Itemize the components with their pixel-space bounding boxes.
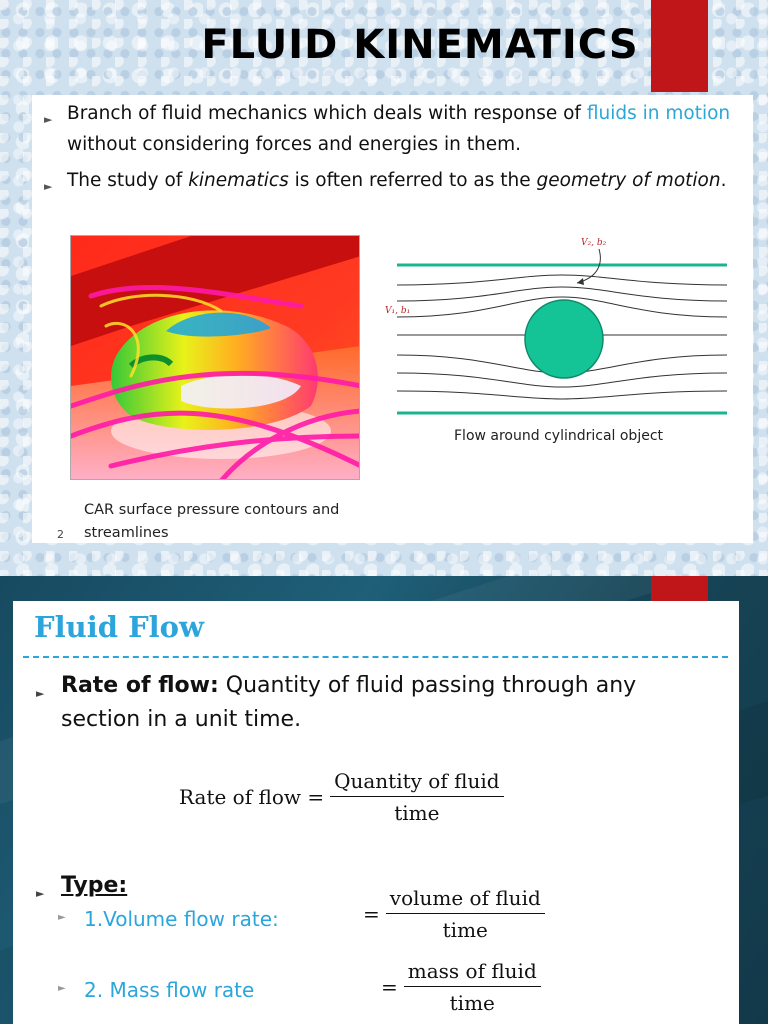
numerator: volume of fluid bbox=[386, 886, 545, 914]
sub-bullet-label: 1.Volume flow rate: bbox=[84, 907, 279, 931]
equals-sign: = bbox=[363, 902, 380, 926]
sub-bullet-volume-flow-rate bbox=[58, 907, 279, 931]
streamlines-diagram bbox=[377, 235, 737, 455]
bullet-arrow-icon: ► bbox=[58, 912, 66, 923]
fraction bbox=[330, 769, 503, 825]
highlight-text: fluids in motion bbox=[586, 103, 731, 124]
bullet-branch-definition bbox=[44, 98, 734, 160]
bullet-text: The study of bbox=[67, 170, 189, 191]
cylinder-flow-figure bbox=[377, 235, 737, 455]
bullet-type bbox=[36, 869, 127, 903]
emphasis-text: geometry of motion bbox=[536, 170, 721, 191]
bullet-text: Quantity of fluid passing through any section in a unit time. bbox=[61, 673, 637, 732]
bullet-kinematics-geometry bbox=[44, 165, 734, 196]
slide-number: 2 bbox=[57, 528, 64, 541]
label-v1-b1: V₁, b₁ bbox=[385, 306, 411, 316]
accent-bar bbox=[651, 576, 708, 602]
numerator: mass of fluid bbox=[404, 959, 541, 987]
numerator: Quantity of fluid bbox=[330, 769, 503, 797]
bullet-text: is often referred to as the bbox=[288, 170, 537, 191]
slide-fluid-flow bbox=[0, 576, 768, 1024]
car-caption: CAR surface pressure contours and streamlines bbox=[84, 502, 340, 541]
denominator: time bbox=[449, 991, 495, 1015]
fraction bbox=[386, 886, 545, 942]
bullet-arrow-icon: ► bbox=[36, 887, 45, 900]
rate-of-flow-equation bbox=[179, 769, 504, 825]
bullet-text: . bbox=[720, 170, 727, 191]
car-pressure-contour-image bbox=[70, 235, 360, 480]
mass-flow-equation bbox=[381, 959, 541, 1015]
term-type: Type: bbox=[61, 873, 128, 898]
bullet-arrow-icon: ► bbox=[36, 687, 45, 700]
volume-flow-equation bbox=[363, 886, 545, 942]
bullet-arrow-icon: ► bbox=[58, 983, 66, 994]
equals-sign: = bbox=[381, 975, 398, 999]
dashed-divider bbox=[23, 656, 728, 658]
fraction bbox=[404, 959, 541, 1015]
bullet-text: without considering forces and energies in them. bbox=[67, 134, 521, 155]
content-panel bbox=[13, 601, 739, 1024]
bullet-arrow-icon: ► bbox=[44, 113, 53, 126]
denominator: time bbox=[394, 801, 440, 825]
car-illustration bbox=[71, 236, 360, 480]
slide-title: FLUID KINEMATICS bbox=[201, 22, 639, 68]
sub-bullet-label: 2. Mass flow rate bbox=[84, 978, 255, 1002]
content-panel bbox=[32, 95, 753, 543]
cylinder-caption: Flow around cylindrical object bbox=[454, 428, 664, 444]
label-v2-b2: V₂, b₂ bbox=[581, 238, 607, 248]
bullet-arrow-icon: ► bbox=[44, 180, 53, 193]
term-rate-of-flow: Rate of flow: bbox=[61, 673, 219, 698]
bullet-rate-of-flow bbox=[36, 669, 716, 737]
equation-lhs: Rate of flow = bbox=[179, 785, 325, 809]
slide-title: Fluid Flow bbox=[34, 610, 204, 644]
emphasis-text: kinematics bbox=[188, 170, 289, 191]
sub-bullet-mass-flow-rate bbox=[58, 978, 254, 1002]
denominator: time bbox=[442, 918, 488, 942]
bullet-text: Branch of fluid mechanics which deals with response of bbox=[67, 103, 587, 124]
